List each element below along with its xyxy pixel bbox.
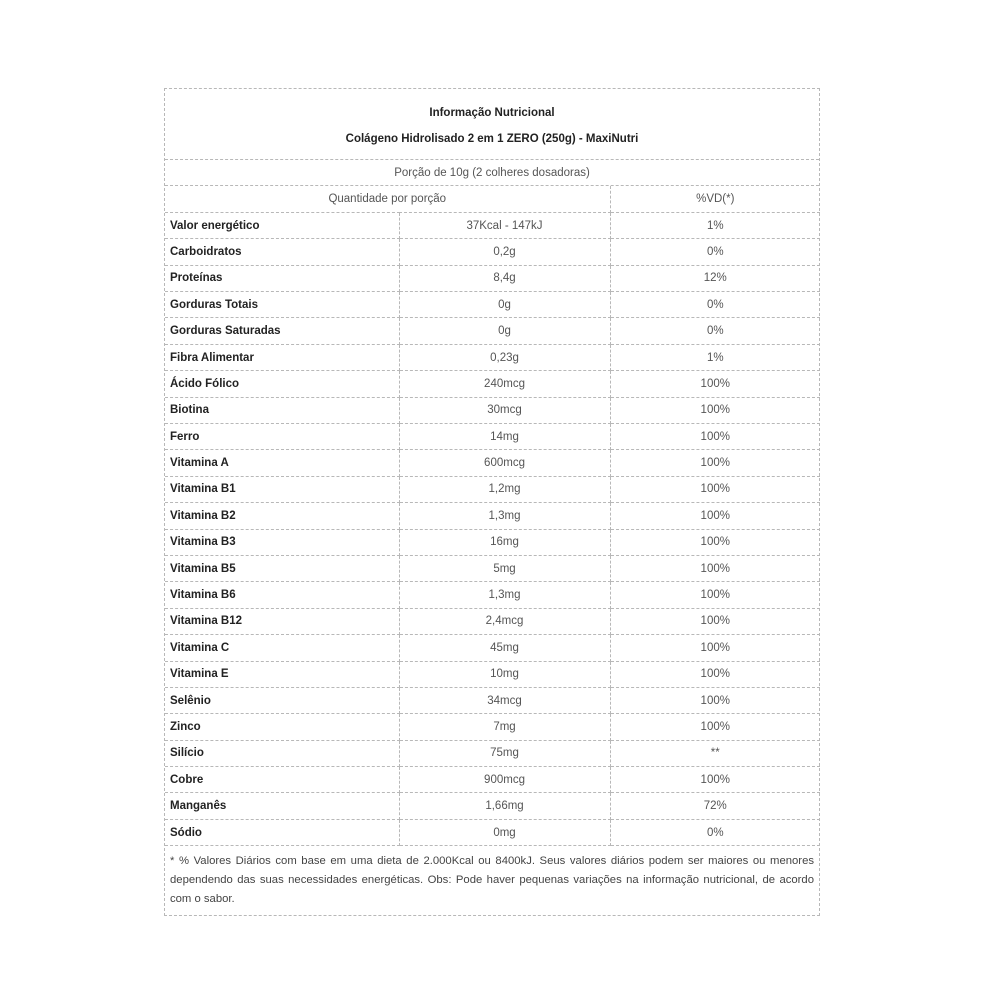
- nutrient-vd: 100%: [610, 424, 820, 450]
- nutrient-name: Vitamina E: [165, 661, 399, 687]
- nutrient-amount: 1,3mg: [399, 582, 610, 608]
- table-row: [165, 714, 820, 740]
- nutrient-name: Vitamina C: [165, 635, 399, 661]
- table-row: [165, 239, 820, 265]
- column-header-vd: %VD(*): [610, 186, 820, 212]
- nutrient-name: Gorduras Totais: [165, 292, 399, 318]
- nutrient-amount: 600mcg: [399, 450, 610, 476]
- table-row: [165, 635, 820, 661]
- nutrient-amount: 34mcg: [399, 687, 610, 713]
- table-row: [165, 265, 820, 291]
- table-row: [165, 344, 820, 370]
- nutrient-name: Vitamina B3: [165, 529, 399, 555]
- table-row: [165, 529, 820, 555]
- nutrient-vd: 0%: [610, 239, 820, 265]
- table-row: [165, 687, 820, 713]
- table-title: Informação Nutricional: [429, 107, 555, 119]
- table-row: [165, 450, 820, 476]
- product-name: Colágeno Hidrolisado 2 em 1 ZERO (250g) - MaxiNutri: [345, 133, 639, 145]
- nutrient-amount: 30mcg: [399, 397, 610, 423]
- nutrient-vd: 100%: [610, 555, 820, 581]
- nutrition-facts-table: [164, 88, 820, 916]
- nutrient-vd: 100%: [610, 661, 820, 687]
- nutrient-name: Carboidratos: [165, 239, 399, 265]
- nutrient-vd: 100%: [610, 582, 820, 608]
- nutrient-amount: 2,4mcg: [399, 608, 610, 634]
- nutrient-name: Silício: [165, 740, 399, 766]
- nutrient-name: Vitamina B6: [165, 582, 399, 608]
- nutrient-vd: 100%: [610, 503, 820, 529]
- portion-size: Porção de 10g (2 colheres dosadoras): [165, 160, 819, 186]
- table-row: [165, 582, 820, 608]
- nutrient-name: Vitamina B5: [165, 555, 399, 581]
- nutrient-rows: [165, 212, 820, 845]
- table-row: [165, 503, 820, 529]
- nutrient-table: [165, 186, 820, 846]
- nutrient-vd: 0%: [610, 292, 820, 318]
- nutrient-name: Vitamina B2: [165, 503, 399, 529]
- nutrient-amount: 240mcg: [399, 371, 610, 397]
- nutrient-name: Ferro: [165, 424, 399, 450]
- nutrient-vd: 100%: [610, 687, 820, 713]
- table-row: [165, 318, 820, 344]
- table-row: [165, 212, 820, 238]
- table-row: [165, 767, 820, 793]
- nutrient-name: Ácido Fólico: [165, 371, 399, 397]
- nutrient-vd: 100%: [610, 608, 820, 634]
- nutrient-amount: 0mg: [399, 819, 610, 845]
- nutrient-vd: 100%: [610, 371, 820, 397]
- nutrient-vd: 72%: [610, 793, 820, 819]
- nutrient-amount: 14mg: [399, 424, 610, 450]
- nutrient-amount: 37Kcal - 147kJ: [399, 212, 610, 238]
- table-row: [165, 555, 820, 581]
- nutrient-vd: 0%: [610, 318, 820, 344]
- nutrient-amount: 0g: [399, 318, 610, 344]
- table-row: [165, 793, 820, 819]
- nutrient-name: Vitamina B1: [165, 476, 399, 502]
- nutrient-vd: 100%: [610, 714, 820, 740]
- nutrient-amount: 0g: [399, 292, 610, 318]
- nutrient-vd: 1%: [610, 212, 820, 238]
- nutrient-vd: 100%: [610, 767, 820, 793]
- nutrient-vd: 100%: [610, 476, 820, 502]
- table-row: [165, 740, 820, 766]
- nutrient-vd: 100%: [610, 397, 820, 423]
- nutrient-amount: 1,66mg: [399, 793, 610, 819]
- table-header: [165, 89, 819, 160]
- table-row: [165, 476, 820, 502]
- column-header-row: [165, 186, 820, 212]
- nutrient-amount: 75mg: [399, 740, 610, 766]
- nutrient-name: Zinco: [165, 714, 399, 740]
- table-row: [165, 819, 820, 845]
- nutrient-vd: 1%: [610, 344, 820, 370]
- nutrient-name: Gorduras Saturadas: [165, 318, 399, 344]
- column-header-quantity: Quantidade por porção: [165, 186, 610, 212]
- nutrient-name: Selênio: [165, 687, 399, 713]
- nutrient-vd: 0%: [610, 819, 820, 845]
- nutrient-amount: 0,23g: [399, 344, 610, 370]
- nutrient-amount: 45mg: [399, 635, 610, 661]
- nutrient-name: Cobre: [165, 767, 399, 793]
- table-row: [165, 371, 820, 397]
- nutrient-name: Biotina: [165, 397, 399, 423]
- nutrient-amount: 1,2mg: [399, 476, 610, 502]
- nutrient-name: Valor energético: [165, 212, 399, 238]
- nutrient-amount: 16mg: [399, 529, 610, 555]
- nutrient-amount: 10mg: [399, 661, 610, 687]
- nutrient-name: Fibra Alimentar: [165, 344, 399, 370]
- nutrient-name: Sódio: [165, 819, 399, 845]
- table-row: [165, 424, 820, 450]
- nutrient-vd: 100%: [610, 450, 820, 476]
- nutrient-name: Proteínas: [165, 265, 399, 291]
- nutrient-vd: 100%: [610, 529, 820, 555]
- nutrient-amount: 7mg: [399, 714, 610, 740]
- nutrient-amount: 5mg: [399, 555, 610, 581]
- nutrient-name: Vitamina B12: [165, 608, 399, 634]
- nutrient-vd: **: [610, 740, 820, 766]
- table-row: [165, 292, 820, 318]
- nutrient-amount: 8,4g: [399, 265, 610, 291]
- nutrient-amount: 900mcg: [399, 767, 610, 793]
- nutrient-vd: 100%: [610, 635, 820, 661]
- table-row: [165, 608, 820, 634]
- nutrient-vd: 12%: [610, 265, 820, 291]
- nutrient-name: Manganês: [165, 793, 399, 819]
- nutrient-name: Vitamina A: [165, 450, 399, 476]
- nutrient-amount: 0,2g: [399, 239, 610, 265]
- footnote: * % Valores Diários com base em uma dieta de 2.000Kcal ou 8400kJ. Seus valores diários podem ser maiores ou menores dependendo das suas necessidades energéticas. Obs: Pode haver pequenas variações na informação nutricional, de acordo com o sabor.: [170, 855, 814, 906]
- table-row: [165, 397, 820, 423]
- nutrient-amount: 1,3mg: [399, 503, 610, 529]
- table-row: [165, 661, 820, 687]
